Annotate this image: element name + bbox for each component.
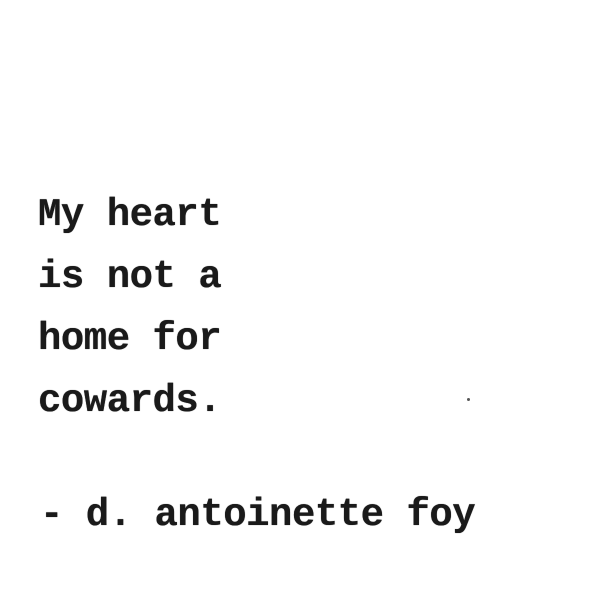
- quote-line: is not a: [38, 255, 222, 299]
- quote-line: cowards.: [38, 379, 222, 423]
- quote-line: home for: [38, 317, 222, 361]
- quote-line: My heart: [38, 193, 222, 237]
- quote-attribution: - d. antoinette foy: [40, 493, 476, 537]
- ink-speck: [467, 398, 470, 401]
- quote-text: [38, 184, 221, 432]
